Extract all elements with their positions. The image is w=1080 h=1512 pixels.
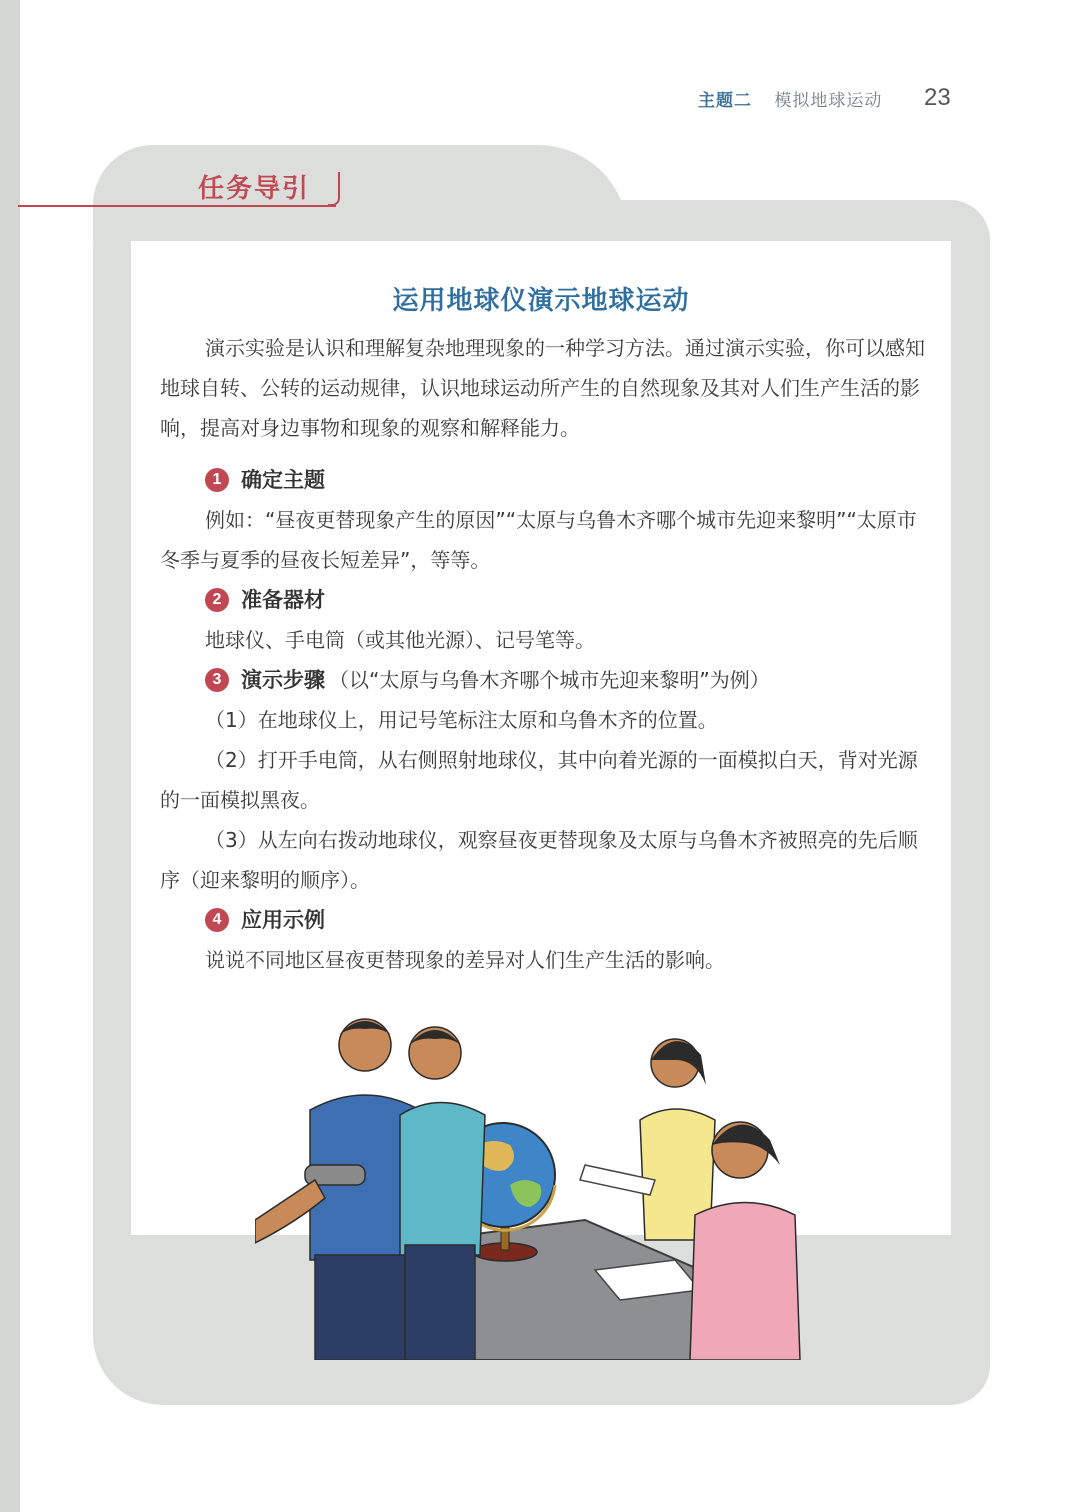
- section-tag-bracket: [328, 172, 340, 206]
- step-note: （以“太原与乌鲁木齐哪个城市先迎来黎明”为例）: [329, 668, 770, 692]
- step-text: （1）在地球仪上，用记号笔标注太原和乌鲁木齐的位置。: [205, 708, 718, 732]
- step-text: （3）从左向右拨动地球仪，观察昼夜更替现象及太原与乌鲁木齐被照亮的先后顺序（迎来黎明的顺序）。: [160, 828, 918, 892]
- step-4-heading: [205, 900, 325, 940]
- step-text: （2）打开手电筒，从右侧照射地球仪，其中向着光源的一面模拟白天，背对光源的一面模拟黑夜。: [160, 748, 918, 812]
- step-number-badge: 3: [205, 668, 229, 692]
- step-title: 准备器材: [241, 588, 325, 612]
- page-spine: [0, 0, 20, 1512]
- step-1-body: [160, 500, 925, 580]
- section-tag-underline: [18, 205, 336, 207]
- students-globe-illustration: [255, 1015, 810, 1360]
- theme-label: 主题二: [698, 91, 752, 111]
- step-title: 演示步骤: [241, 668, 325, 692]
- step-4-body: [160, 940, 925, 980]
- step-2-body: [160, 620, 925, 660]
- intro-paragraph: [160, 328, 925, 448]
- step-text: 地球仪、手电筒（或其他光源）、记号笔等。: [205, 628, 595, 652]
- step-text: 说说不同地区昼夜更替现象的差异对人们生产生活的影响。: [205, 948, 725, 972]
- step-2-heading: [205, 580, 325, 620]
- step-number-badge: 1: [205, 468, 229, 492]
- section-tag: 任务导引: [198, 174, 311, 204]
- student-pants: [315, 1255, 405, 1360]
- chapter-title: 模拟地球运动: [774, 91, 883, 111]
- step-3-heading: [205, 660, 770, 700]
- step-text: 例如：“昼夜更替现象产生的原因”“太原与乌鲁木齐哪个城市先迎来黎明”“太原市冬季与夏季的昼夜长短差异”，等等。: [160, 508, 917, 572]
- step-title: 确定主题: [241, 468, 325, 492]
- step-3-body: [160, 700, 925, 900]
- step-number-badge: 4: [205, 908, 229, 932]
- step-1-heading: [205, 460, 325, 500]
- intro-text: 演示实验是认识和理解复杂地理现象的一种学习方法。通过演示实验，你可以感知地球自转、公转的运动规律，认识地球运动所产生的自然现象及其对人们生产生活的影响，提高对身边事物和现象的观察和解释能力。: [160, 336, 925, 440]
- student-shirt: [690, 1203, 800, 1361]
- page-number: 23: [924, 84, 951, 111]
- step-title: 应用示例: [241, 908, 325, 932]
- step-number-badge: 2: [205, 588, 229, 612]
- student-pants: [405, 1245, 475, 1360]
- student-shirt: [400, 1103, 485, 1256]
- running-head: [698, 86, 882, 111]
- document-title: 运用地球仪演示地球运动: [392, 286, 690, 316]
